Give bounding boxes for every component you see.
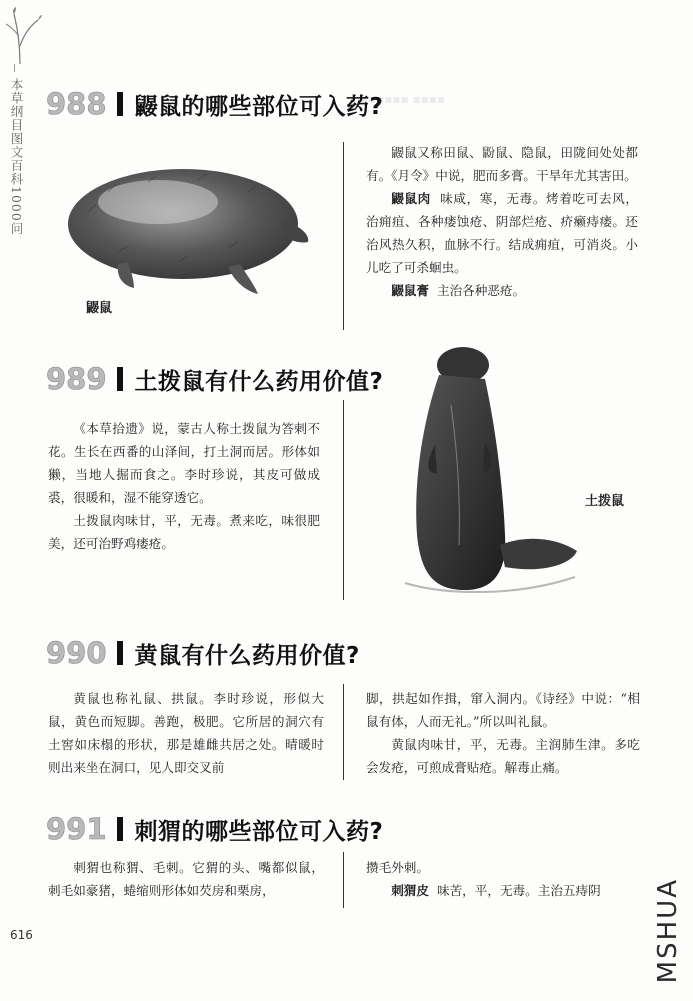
column-divider: [343, 400, 344, 600]
section-number: 990: [46, 636, 107, 670]
watermark: MSHUA: [653, 877, 683, 983]
section-989-heading: [46, 359, 383, 399]
section-title: 土拨鼠有什么药用价值?: [134, 368, 384, 395]
bleed-through: ▪▪▪▪▪▪ ▪▪▪▪: [360, 92, 446, 106]
paragraph: 鼹鼠膏 主治各种恶疮。: [391, 283, 526, 298]
paragraph: 黄鼠也称礼鼠、拱鼠。李时珍说，形似大鼠，黄色而短脚。善跑，极肥。它所居的洞穴有土窖如床榻的形状，那是雄雌共居之处。晴暖时则出来坐在洞口，见人即交叉前: [48, 691, 324, 775]
paragraph: 鼹鼠肉 味咸，寒，无毒。烤着吃可去风，治痈疽、各种瘘蚀疮、阴部烂疮、疥癞痔瘘。还治风热久积，血脉不行。结成痈疽，可消炎。小儿吃了可杀蛔虫。: [366, 191, 639, 275]
section-989-text: [48, 417, 320, 555]
heading-bar: [117, 92, 123, 116]
section-991-right-text: [366, 856, 640, 902]
term-label: 鼹鼠肉: [391, 191, 431, 206]
term-label: 刺猬皮: [391, 883, 429, 898]
section-990-heading: [46, 633, 360, 673]
paragraph: 《本草拾遗》说，蒙古人称土拨鼠为答剌不花。生长在西番的山泽间，打土洞而居。形体如獭，当地人掘而食之。李时珍说，其皮可做成裘，很暖和，湿不能穿透它。: [48, 421, 320, 505]
marmot-caption: 土拨鼠: [585, 494, 625, 509]
heading-bar: [117, 641, 123, 665]
heading-bar: [117, 817, 123, 841]
section-988-heading: [46, 84, 383, 124]
section-number: 988: [46, 87, 107, 121]
paragraph: 刺猬皮 味苦，平，无毒。主治五痔阴: [391, 883, 601, 898]
page-number: 616: [10, 928, 33, 942]
marmot-illustration: [395, 345, 585, 600]
section-title: 刺猬的哪些部位可入药?: [134, 818, 384, 845]
section-988-text: [366, 141, 638, 302]
paragraph: 脚，拱起如作揖，窜入洞内。《诗经》中说：“相鼠有体，人而无礼。”所以叫礼鼠。: [366, 691, 640, 729]
paragraph: 土拨鼠肉味甘，平，无毒。煮来吃，味很肥美，还可治野鸡瘘疮。: [48, 513, 320, 551]
column-divider: [343, 852, 344, 908]
section-991-heading: [46, 809, 383, 849]
column-divider: [343, 142, 344, 330]
paragraph: 鼹鼠又称田鼠、鼢鼠、隐鼠，田陇间处处都有。《月令》中说，肥而多膏。干旱年尤其害田。: [366, 145, 638, 183]
heading-bar: [117, 367, 123, 391]
paragraph: 攒毛外刺。: [366, 860, 429, 875]
section-number: 991: [46, 812, 107, 846]
sidebar-rule: [14, 64, 15, 72]
section-990-right-text: [366, 687, 640, 779]
grass-sprig-icon: [4, 6, 42, 64]
section-number: 989: [46, 362, 107, 396]
column-divider: [343, 684, 344, 780]
term-label: 鼹鼠膏: [391, 283, 429, 298]
section-title: 黄鼠有什么药用价值?: [134, 642, 360, 669]
mole-caption: 鼹鼠: [86, 301, 113, 316]
paragraph: 黄鼠肉味甘，平，无毒。主润肺生津。多吃会发疮，可煎成膏贴疮。解毒止痛。: [366, 737, 640, 775]
section-991-left-text: [48, 856, 324, 902]
mole-illustration: [58, 152, 314, 302]
book-title: 本草纲目图文百科1000问: [9, 78, 24, 236]
section-title: 鼹鼠的哪些部位可入药?: [134, 93, 384, 120]
paragraph: 刺猬也称猬、毛刺。它猬的头、嘴都似鼠，刺毛如豪猪，蜷缩则形体如芡房和栗房，: [48, 860, 324, 898]
section-990-left-text: [48, 687, 324, 779]
